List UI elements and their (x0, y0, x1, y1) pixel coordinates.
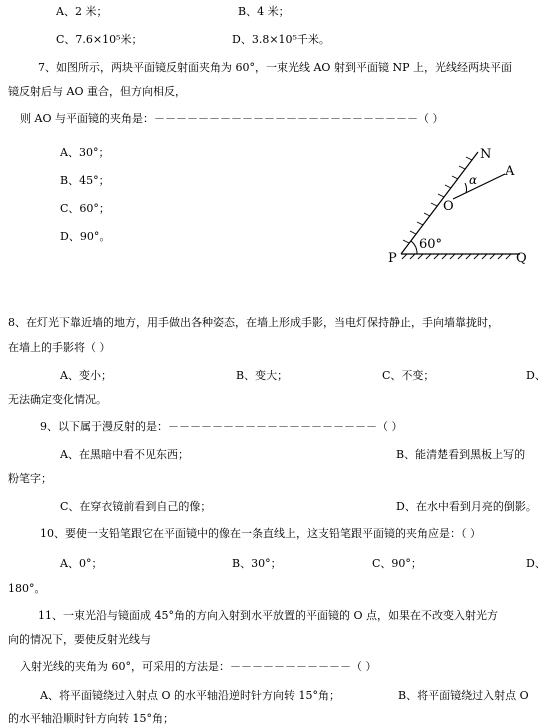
q9-option-c: C、在穿衣镜前看到自己的像； (60, 500, 212, 513)
q11-option-b: B、将平面镜绕过入射点 O (398, 689, 529, 702)
mirror-pq-hatching (402, 254, 511, 259)
label-alpha: α (469, 173, 478, 187)
q7-stem-line2: 镜反射后与 AO 重合，但方向相反， (8, 85, 186, 98)
q10-stem: 10、要使一支铅笔跟它在平面镜中的像在一条直线上，这支铅笔跟平面镜的夹角应是：（ ） (40, 527, 481, 540)
q8-option-b: B、变大； (236, 369, 289, 382)
mirror-pn-hatching (403, 157, 472, 243)
q7-stem-line1: 7、如图所示，两块平面镜反射面夹角为 60°，一束光线 AO 射到平面镜 NP 上，光线经两块平面 (38, 61, 512, 74)
angle-alpha-arc (465, 183, 466, 193)
q7-option-c: C、60°； (60, 202, 110, 215)
q11-stem-line2: 向的情况下，要使反射光线与 (8, 633, 151, 646)
q6-option-a: A、2 米； (56, 5, 108, 18)
q9-option-a: A、在黑暗中看不见东西； (60, 448, 189, 461)
q10-option-d: D、 (526, 557, 546, 570)
q11-option-b-cont: 的水平轴沿顺时针方向转 15°角； (8, 712, 174, 725)
q9-option-b-cont: 粉笔字； (8, 472, 52, 485)
ray-ao-line (453, 174, 505, 199)
q8-stem-line1: 8、在灯光下靠近墙的地方，用手做出各种姿态，在墙上形成手影，当电灯保持静止，手向墙靠拢时， (8, 316, 499, 329)
q6-option-b: B、4 米； (238, 5, 290, 18)
q7-stem-line3: 则 AO 与平面镜的夹角是：－－－－－－－－－－－－－－－－－－－－－－－－（ ） (20, 112, 444, 125)
q10-option-c: C、90°； (372, 557, 422, 570)
q11-stem-line3: 入射光线的夹角为 60°，可采用的方法是：－－－－－－－－－－－（ ） (20, 660, 377, 673)
q8-option-d-cont: 无法确定变化情况。 (8, 393, 107, 406)
q9-stem: 9、以下属于漫反射的是：－－－－－－－－－－－－－－－－－－－（ ） (40, 420, 403, 433)
q8-option-a: A、变小； (60, 369, 112, 382)
q10-option-a: A、0°； (60, 557, 103, 570)
q7-option-d: D、90°。 (60, 230, 111, 243)
q8-option-c: C、不变； (382, 369, 435, 382)
q8-stem-line2: 在墙上的手影将（ ） (8, 341, 111, 354)
label-angle-60: 60° (419, 237, 443, 252)
label-q: Q (516, 251, 527, 266)
label-o: O (443, 199, 454, 214)
q7-option-b: B、45°； (60, 174, 110, 187)
q9-option-b: B、能清楚看到黑板上写的 (396, 448, 526, 461)
q6-option-d: D、3.8×10⁵千米。 (232, 33, 330, 46)
label-n: N (480, 147, 492, 162)
angle-60-arc (411, 241, 417, 254)
q7-option-a: A、30°； (60, 146, 110, 159)
q9-option-d: D、在水中看到月亮的倒影。 (396, 500, 537, 513)
q11-stem-line1: 11、一束光沿与镜面成 45°角的方向入射到水平放置的平面镜的 O 点，如果在不改变入射光方 (38, 609, 498, 622)
q6-option-c: C、7.6×10⁵米； (56, 33, 143, 46)
q10-option-b: B、30°； (232, 557, 282, 570)
q7-mirror-figure (385, 142, 545, 272)
q10-option-d-cont: 180°。 (8, 582, 46, 595)
q8-option-d: D、 (526, 369, 546, 382)
q11-option-a: A、将平面镜绕过入射点 O 的水平轴沿逆时针方向转 15°角； (40, 689, 340, 702)
label-p: P (388, 251, 397, 266)
label-a: A (505, 164, 515, 179)
